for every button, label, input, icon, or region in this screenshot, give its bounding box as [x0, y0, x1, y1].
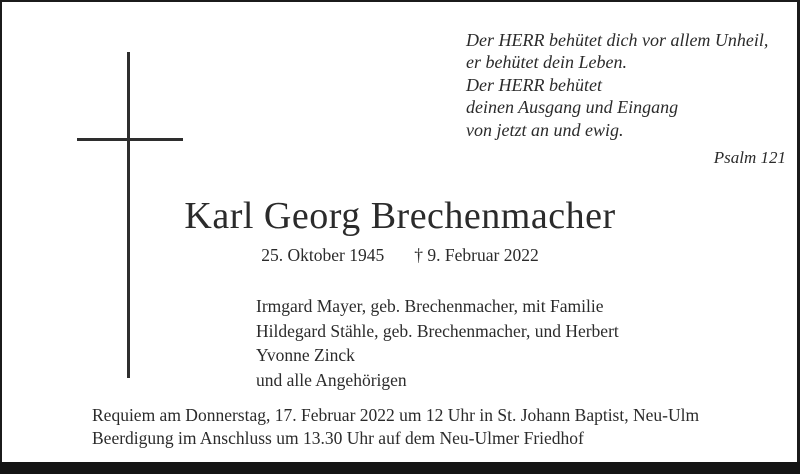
psalm-line: deinen Ausgang und Eingang: [466, 97, 679, 118]
frame-bottom-edge: [0, 462, 800, 474]
mourner-line: Yvonne Zinck: [256, 345, 355, 365]
deceased-name: Karl Georg Brechenmacher: [184, 195, 616, 237]
service-line: Beerdigung im Anschluss um 13.30 Uhr auf dem Neu-Ulmer Friedhof: [92, 427, 584, 448]
psalm-line: von jetzt an und ewig.: [466, 119, 624, 140]
psalm-line: Der HERR behütet dich vor allem Unheil,: [466, 30, 769, 50]
psalm-line: Der HERR behütet: [466, 74, 602, 95]
mourner-line: und alle Angehörigen: [256, 369, 407, 390]
mourner-line: Hildegard Stähle, geb. Brechenmacher, und Herbert: [256, 320, 619, 341]
psalm-line: er behütet dein Leben.: [466, 52, 627, 73]
service-info: [92, 404, 699, 449]
birth-date: 25. Oktober 1945: [261, 245, 385, 265]
service-line: Requiem am Donnerstag, 17. Februar 2022 um 12 Uhr in St. Johann Baptist, Neu-Ulm: [92, 405, 700, 425]
death-date: † 9. Februar 2022: [414, 245, 539, 265]
mourners-list: [256, 294, 619, 392]
life-dates: [0, 245, 800, 266]
cross-horizontal-bar: [77, 138, 183, 141]
mourner-line: Irmgard Mayer, geb. Brechenmacher, mit Familie: [256, 296, 604, 316]
frame-top-edge: [0, 0, 800, 2]
psalm-quote: [466, 29, 786, 169]
psalm-source: Psalm 121: [713, 148, 786, 168]
